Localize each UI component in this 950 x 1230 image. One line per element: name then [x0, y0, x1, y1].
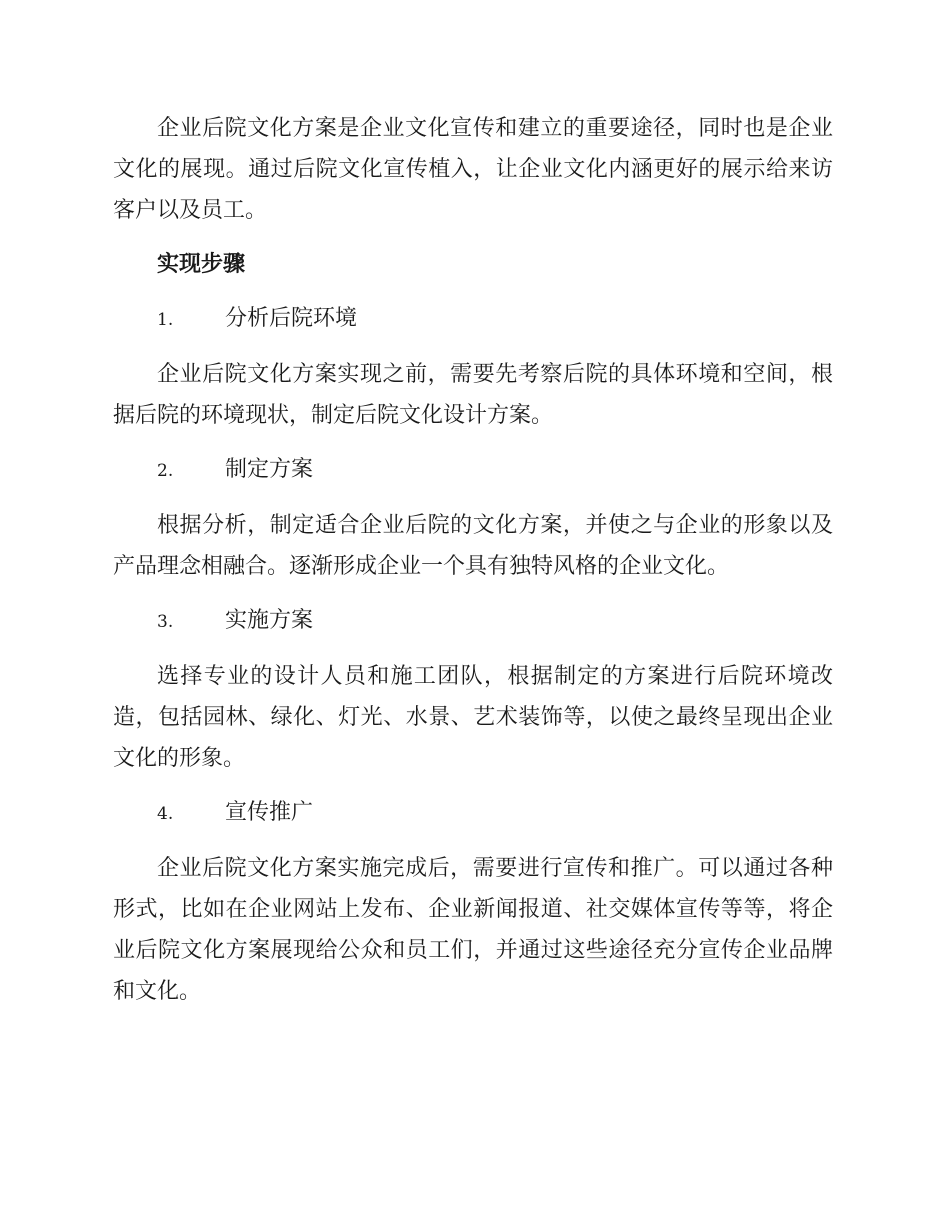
step-body-1: 企业后院文化方案实现之前，需要先考察后院的具体环境和空间，根据后院的环境现状，制定后院文化设计方案。	[113, 362, 833, 428]
step-heading-3	[113, 600, 833, 643]
step-body-2: 根据分析，制定适合企业后院的文化方案，并使之与企业的形象以及产品理念相融合。逐渐形成企业一个具有独特风格的企业文化。	[113, 513, 833, 579]
step-title: 实施方案	[225, 608, 314, 633]
step-heading-1	[113, 298, 833, 341]
step-number: 3.	[157, 612, 174, 632]
intro-paragraph: 企业后院文化方案是企业文化宣传和建立的重要途径，同时也是企业文化的展现。通过后院文化宣传植入，让企业文化内涵更好的展示给来访客户以及员工。	[113, 116, 833, 223]
step-number: 1.	[157, 310, 174, 330]
document-page	[113, 108, 833, 1025]
step-heading-2	[113, 449, 833, 492]
step-title: 宣传推广	[225, 800, 314, 825]
step-heading-4	[113, 792, 833, 835]
step-title: 分析后院环境	[225, 306, 358, 331]
step-body-4: 企业后院文化方案实施完成后，需要进行宣传和推广。可以通过各种形式，比如在企业网站上发布、企业新闻报道、社交媒体宣传等等，将企业后院文化方案展现给公众和员工们，并通过这些途径充分宣传企业品牌和文化。	[113, 856, 833, 1004]
step-number: 2.	[157, 461, 174, 481]
step-number: 4.	[157, 804, 174, 824]
step-title: 制定方案	[225, 457, 314, 482]
section-heading: 实现步骤	[157, 251, 246, 277]
step-body-3: 选择专业的设计人员和施工团队，根据制定的方案进行后院环境改造，包括园林、绿化、灯光、水景、艺术装饰等，以使之最终呈现出企业文化的形象。	[113, 664, 833, 771]
